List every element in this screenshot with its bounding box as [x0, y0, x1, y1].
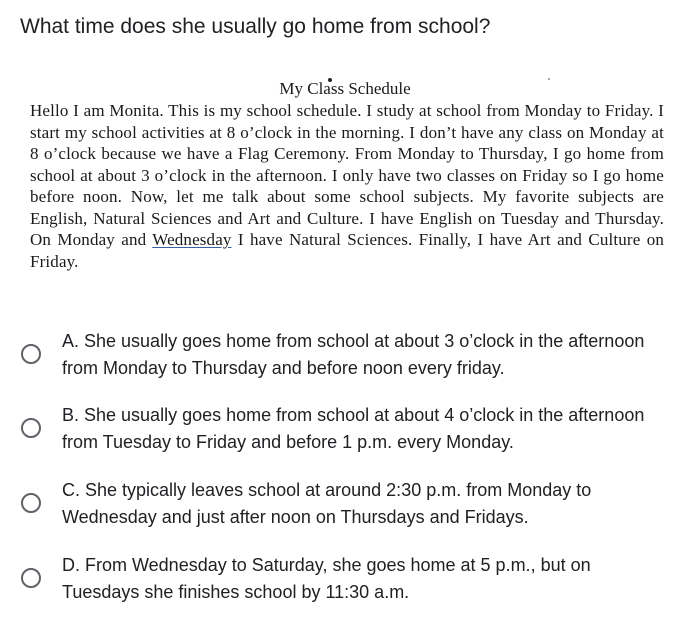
- radio-b[interactable]: [21, 418, 41, 438]
- option-c-label: C. She typically leaves school at around 2:30 p.m. from Monday to Wednesday and just after noon on Thursdays and Fridays.: [62, 480, 592, 527]
- option-a[interactable]: [0, 327, 683, 383]
- option-d-label: D. From Wednesday to Saturday, she goes home at 5 p.m., but on Tuesdays she finishes school by 11:30 a.m.: [62, 555, 591, 602]
- option-c[interactable]: [0, 476, 683, 532]
- question-title: What time does she usually go home from school?: [20, 15, 491, 38]
- option-b[interactable]: [0, 401, 683, 457]
- option-d[interactable]: [0, 551, 683, 607]
- passage-body: [30, 100, 664, 272]
- passage-text: Hello I am Monita. This is my school schedule. I study at school from Monday to Friday. I start my school activities at 8 o’clock in the morning. I don’t have any class on Monday at 8 o’clock because we have a Flag Ceremony. From Monday to Thursday, I go home from school at about 3 o’clock in the afternoon. I only have two classes on Friday so I go home before noon. Now, let me talk about some school subjects. My favorite subjects are English, Natural Sciences and Art and Culture. I have English on Tuesday and Thursday. On Monday and: [30, 101, 664, 249]
- passage-title: [30, 78, 664, 100]
- radio-a[interactable]: [21, 344, 41, 364]
- scan-artifact-dot: [548, 78, 550, 80]
- passage-image: [30, 78, 664, 272]
- radio-d[interactable]: [21, 568, 41, 588]
- option-a-label: A. She usually goes home from school at about 3 o’clock in the afternoon from Monday to Thursday and before noon every friday.: [62, 331, 645, 378]
- passage-title-text: My Class Schedule: [279, 79, 411, 98]
- passage-underlined-word: Wednesday: [152, 230, 232, 249]
- radio-c[interactable]: [21, 493, 41, 513]
- option-b-label: B. She usually goes home from school at about 4 o’clock in the afternoon from Tuesday to Friday and before 1 p.m. every Monday.: [62, 405, 645, 452]
- passage-text-end: I have Natural Sciences. Finally, I have Art and Culture on Friday.: [30, 230, 665, 271]
